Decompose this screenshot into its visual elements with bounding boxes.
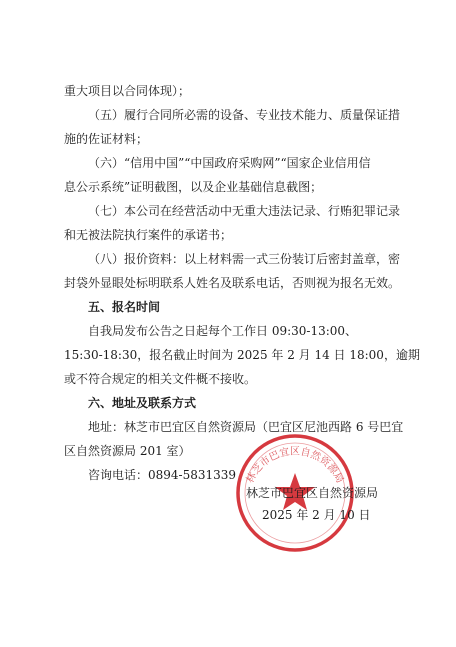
text-line-5: 息公示系统”证明截图，以及企业基础信息截图； — [64, 180, 323, 194]
text-line-6: （七）本公司在经营活动中无重大违法记录、行贿犯罪记录 — [88, 204, 401, 218]
section-heading-registration: 五、报名时间 — [88, 300, 161, 314]
text-line-13: 或不符合规定的相关文件概不接收。 — [64, 372, 257, 386]
text-line-9: 封袋外显眼处标明联系人姓名及联系电话，否则视为报名无效。 — [64, 276, 401, 290]
text-line-2: （五）履行合同所必需的设备、专业技术能力、质量保证措 — [88, 108, 401, 122]
text-line-8: （八）报价资料：以上材料需一式三份装订后密封盖章，密 — [88, 252, 401, 266]
text-line-15: 地址：林芝市巴宜区自然资源局（巴宜区尼池西路 6 号巴宜 — [88, 420, 404, 434]
text-line-4: （六）“信用中国”“中国政府采购网”“国家企业信用信 — [88, 156, 371, 170]
text-line-7: 和无被法院执行案件的承诺书； — [64, 228, 233, 242]
section-heading-address: 六、地址及联系方式 — [88, 396, 197, 410]
text-line-3: 施的佐证材料； — [64, 132, 149, 146]
seal-text: 林芝市巴宜区自然资源局 — [244, 446, 346, 485]
text-line-16: 区自然资源局 201 室） — [64, 444, 191, 458]
text-line-17: 咨询电话：0894-5831339 — [88, 468, 237, 482]
text-line-11: 自我局发布公告之日起每个工作日 09:30-13:00、 — [88, 324, 358, 338]
text-line-1: 重大项目以合同体现）； — [64, 84, 191, 98]
signature-date: 2025 年 2 月 10 日 — [262, 508, 371, 522]
text-line-12: 15:30-18:30，报名截止时间为 2025 年 2 月 14 日 18:00，逾期 — [64, 348, 420, 362]
signature-organization: 林芝市巴宜区自然资源局 — [246, 486, 379, 500]
